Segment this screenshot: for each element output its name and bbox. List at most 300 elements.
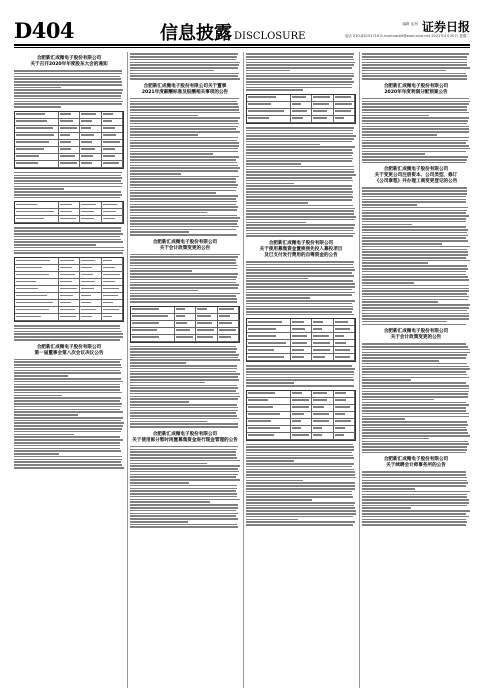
text-line (14, 103, 122, 105)
text-line (130, 401, 189, 403)
notice-title: 合肥新汇成微电子股份有限公司 关于召开2020年年度股东大会的通知 (30, 56, 108, 67)
table-cell (15, 126, 59, 132)
text-line (103, 295, 119, 297)
text-line (130, 67, 238, 69)
table-cell (102, 119, 123, 125)
text-line (246, 130, 353, 132)
text-line (362, 505, 467, 507)
text-line (14, 89, 123, 91)
text-line (130, 56, 237, 58)
text-line (362, 285, 469, 287)
text-line (246, 227, 354, 229)
text-line (130, 229, 236, 231)
table-cell (15, 147, 59, 153)
table-row (15, 161, 123, 168)
text-line (246, 449, 354, 451)
text-line (130, 217, 240, 219)
text-line (313, 342, 330, 344)
text-line (362, 265, 467, 267)
text-line (130, 209, 237, 211)
text-line (130, 192, 216, 194)
text-line (362, 354, 467, 356)
text-line (14, 95, 121, 97)
text-line (246, 444, 353, 446)
table-cell (59, 126, 80, 132)
text-line (130, 53, 238, 55)
text-line (130, 295, 236, 297)
text-line (130, 204, 236, 206)
table-cell (334, 347, 355, 353)
text-line (362, 246, 470, 248)
text-line (130, 62, 240, 64)
text-line (362, 196, 466, 198)
text-line (246, 199, 352, 201)
text-line (362, 519, 466, 521)
table-cell (80, 272, 101, 278)
text-line (103, 162, 120, 164)
text-line (362, 207, 468, 209)
text-line (246, 377, 353, 379)
text-line (246, 474, 355, 476)
text-line (362, 524, 466, 526)
table-cell (247, 398, 291, 404)
text-line (103, 218, 116, 220)
text-line (14, 417, 123, 419)
text-line (14, 333, 123, 335)
text-line (362, 134, 437, 136)
text-line (176, 336, 193, 338)
text-line (362, 404, 469, 406)
table-cell (15, 112, 59, 118)
text-line (130, 476, 236, 478)
text-line (246, 196, 353, 198)
table-row (15, 209, 123, 216)
text-line (246, 519, 298, 521)
text-line (197, 329, 214, 331)
text-line (246, 507, 355, 509)
table-cell (80, 258, 101, 264)
table-row (15, 286, 123, 293)
text-line (292, 427, 301, 429)
text-line (362, 148, 470, 150)
text-line (60, 295, 73, 297)
text-line (14, 434, 74, 436)
text-line (362, 488, 415, 490)
text-line (130, 198, 236, 200)
text-line (362, 237, 466, 239)
text-line (362, 56, 467, 58)
text-line (130, 112, 240, 114)
text-line (130, 226, 239, 228)
text-line (313, 413, 329, 415)
text-line (130, 145, 239, 147)
text-line (14, 359, 122, 361)
text-line (362, 360, 439, 362)
text-line (335, 392, 346, 394)
text-line (292, 96, 307, 98)
text-line (246, 524, 353, 526)
text-line (130, 265, 238, 267)
text-line (362, 366, 469, 368)
text-line (246, 477, 356, 479)
table-cell (312, 391, 333, 397)
text-line (14, 81, 122, 83)
table-cell (291, 398, 312, 404)
table-row (15, 216, 123, 223)
text-line (246, 133, 353, 135)
text-line (14, 453, 59, 455)
text-line (335, 406, 350, 408)
table-cell (334, 391, 355, 397)
text-line (130, 371, 236, 373)
text-line (313, 356, 325, 358)
text-line (60, 260, 75, 262)
table-cell (334, 354, 355, 360)
data-table (246, 390, 356, 441)
text-line (16, 281, 36, 283)
text-line (130, 190, 236, 192)
text-line (246, 460, 294, 462)
text-line (81, 211, 94, 213)
text-line (14, 183, 123, 185)
table-cell (247, 95, 291, 101)
text-line (246, 171, 354, 173)
table-row (247, 419, 355, 426)
text-line (362, 315, 469, 317)
text-line (246, 141, 352, 143)
table-cell (59, 161, 80, 167)
text-line (362, 235, 468, 237)
text-line (362, 499, 469, 501)
text-line (335, 413, 345, 415)
table-cell (247, 354, 291, 360)
text-line (362, 482, 468, 484)
data-table (246, 318, 356, 362)
table-cell (196, 335, 217, 341)
text-line (362, 101, 470, 103)
table-row (247, 95, 355, 102)
text-line (130, 287, 238, 289)
table-cell (15, 133, 59, 139)
table-cell (131, 328, 175, 334)
text-line (246, 502, 355, 504)
text-line (14, 448, 120, 450)
table-cell (291, 102, 312, 108)
text-line (130, 59, 236, 61)
text-line (130, 254, 240, 256)
text-line (60, 155, 76, 157)
table-cell (59, 202, 80, 208)
text-line (246, 144, 320, 146)
text-line (130, 412, 236, 414)
text-line (362, 324, 466, 326)
text-line (130, 109, 239, 111)
table-cell (247, 340, 291, 346)
table-cell (102, 202, 123, 208)
text-line (335, 420, 351, 422)
text-line (14, 392, 122, 394)
text-line (362, 307, 469, 309)
text-line (219, 336, 232, 338)
text-line (81, 316, 92, 318)
table-row (247, 333, 355, 340)
text-line (248, 427, 280, 429)
text-line (103, 288, 119, 290)
text-line (246, 208, 355, 210)
text-line (16, 120, 47, 122)
text-line (246, 169, 354, 171)
text-line (248, 117, 269, 119)
table-cell (15, 300, 59, 306)
text-line (362, 212, 466, 214)
text-line (313, 427, 322, 429)
text-line (335, 103, 353, 105)
text-line (81, 281, 95, 283)
text-line (246, 127, 354, 129)
text-line (130, 451, 236, 453)
text-line (313, 392, 327, 394)
table-row (15, 126, 123, 133)
table-cell (102, 286, 123, 292)
text-line (130, 234, 237, 236)
text-line (130, 515, 236, 517)
text-line (132, 322, 159, 324)
table-cell (334, 426, 355, 432)
notice-title: 合肥新汇成微电子股份有限公司 2020年年度利润分配预案公告 (383, 83, 449, 95)
text-line (362, 215, 469, 217)
table-cell (218, 328, 239, 334)
text-line (362, 410, 466, 412)
text-line (246, 469, 354, 471)
text-line (246, 78, 352, 80)
text-line (362, 187, 467, 189)
text-line (335, 342, 346, 344)
text-line (81, 309, 96, 311)
table-cell (312, 347, 333, 353)
table-cell (247, 426, 291, 432)
text-line (362, 117, 469, 119)
text-line (130, 354, 239, 356)
text-line (362, 78, 467, 80)
table-cell (80, 161, 101, 167)
text-line (362, 123, 467, 125)
text-line (130, 170, 238, 172)
table-row (131, 307, 239, 314)
text-line (14, 188, 64, 190)
text-line (362, 201, 466, 203)
text-line (130, 259, 236, 261)
text-line (362, 271, 466, 273)
text-line (246, 269, 355, 271)
text-line (130, 103, 238, 105)
table-cell (312, 116, 333, 122)
text-line (362, 399, 434, 401)
text-line (246, 224, 355, 226)
table-cell (247, 333, 291, 339)
text-line (60, 316, 76, 318)
text-line (246, 457, 354, 459)
text-line (362, 496, 467, 498)
text-line (246, 188, 352, 190)
table-cell (291, 333, 312, 339)
table-cell (102, 314, 123, 320)
text-line (246, 185, 352, 187)
text-line (81, 134, 94, 136)
text-line (14, 431, 121, 433)
table-cell (15, 119, 59, 125)
text-line (103, 302, 114, 304)
text-line (362, 120, 468, 122)
text-line (248, 328, 276, 330)
table-cell (291, 419, 312, 425)
text-line (313, 335, 329, 337)
text-line (362, 301, 438, 303)
notice-title: 合肥新汇成微电子股份有限公司 关于变更公司注册资本、公司类型、修订 《公司章程》并办理工商变更登记的公告 (374, 167, 458, 185)
text-line (14, 106, 61, 108)
text-line (246, 205, 353, 207)
text-line (246, 385, 354, 387)
text-line (130, 262, 236, 264)
table-cell (131, 321, 175, 327)
table-cell (247, 102, 291, 108)
table-cell (291, 433, 312, 439)
data-table (246, 94, 356, 124)
text-line (313, 117, 327, 119)
table-cell (102, 140, 123, 146)
text-line (130, 351, 236, 353)
text-line (197, 308, 207, 310)
text-line (292, 406, 309, 408)
text-line (130, 482, 189, 484)
text-line (362, 382, 466, 384)
text-line (246, 480, 303, 482)
text-line (246, 216, 356, 218)
text-line (362, 407, 466, 409)
text-line (132, 308, 159, 310)
table-cell (247, 405, 291, 411)
text-line (246, 180, 353, 182)
text-line (362, 418, 405, 420)
text-line (246, 280, 353, 282)
text-line (14, 442, 120, 444)
text-line (103, 211, 116, 213)
table-cell (59, 216, 80, 222)
text-line (248, 399, 268, 401)
table-cell (312, 326, 333, 332)
text-line (130, 493, 237, 495)
text-line (362, 396, 468, 398)
text-line (81, 141, 92, 143)
text-line (130, 457, 237, 459)
text-line (246, 166, 354, 168)
table-row (247, 109, 355, 116)
table-cell (102, 293, 123, 299)
text-line (81, 274, 92, 276)
text-line (362, 480, 467, 482)
text-line (248, 356, 284, 358)
text-line (130, 368, 237, 370)
table-cell (131, 335, 175, 341)
text-line (362, 474, 466, 476)
text-line (130, 187, 237, 189)
table-cell (59, 112, 80, 118)
text-line (362, 424, 468, 426)
text-line (130, 106, 239, 108)
text-line (246, 510, 356, 512)
text-line (14, 361, 120, 363)
text-line (130, 379, 239, 381)
text-line (362, 210, 467, 212)
text-line (362, 416, 469, 418)
page-number: D404 (14, 18, 75, 43)
table-cell (175, 335, 196, 341)
text-line (292, 103, 301, 105)
text-line (14, 250, 124, 252)
table-cell (80, 314, 101, 320)
text-line (130, 123, 239, 125)
text-line (130, 479, 240, 481)
table-row (15, 300, 123, 307)
text-line (362, 357, 466, 359)
text-line (362, 276, 468, 278)
text-line (81, 162, 92, 164)
text-line (246, 87, 352, 89)
text-line (60, 218, 76, 220)
table-row (247, 391, 355, 398)
text-line (246, 482, 355, 484)
table-cell (131, 307, 175, 313)
text-line (248, 406, 273, 408)
text-line (81, 288, 94, 290)
text-line (130, 415, 237, 417)
table-cell (80, 265, 101, 271)
text-line (362, 502, 469, 504)
text-line (130, 507, 238, 509)
text-line (246, 521, 355, 523)
text-line (14, 101, 123, 103)
text-line (362, 349, 470, 351)
text-line (362, 413, 469, 415)
text-line (14, 386, 120, 388)
text-line (130, 98, 239, 100)
text-line (130, 463, 207, 465)
text-line (246, 303, 352, 305)
text-line (246, 163, 301, 165)
table-cell (334, 419, 355, 425)
text-line (130, 70, 214, 72)
text-line (248, 342, 286, 344)
text-line (130, 426, 238, 428)
text-line (81, 113, 96, 115)
text-line (362, 321, 447, 323)
text-line (246, 152, 353, 154)
text-line (246, 374, 354, 376)
text-line (246, 496, 353, 498)
text-line (81, 204, 96, 206)
table-cell (312, 433, 333, 439)
text-line (362, 279, 469, 281)
text-line (14, 175, 121, 177)
text-line (14, 239, 121, 241)
table-cell (15, 216, 59, 222)
text-line (246, 53, 354, 55)
table-cell (247, 109, 291, 115)
text-line (246, 485, 355, 487)
table-cell (102, 112, 123, 118)
text-line (130, 195, 238, 197)
text-line (16, 141, 49, 143)
text-line (246, 382, 294, 384)
